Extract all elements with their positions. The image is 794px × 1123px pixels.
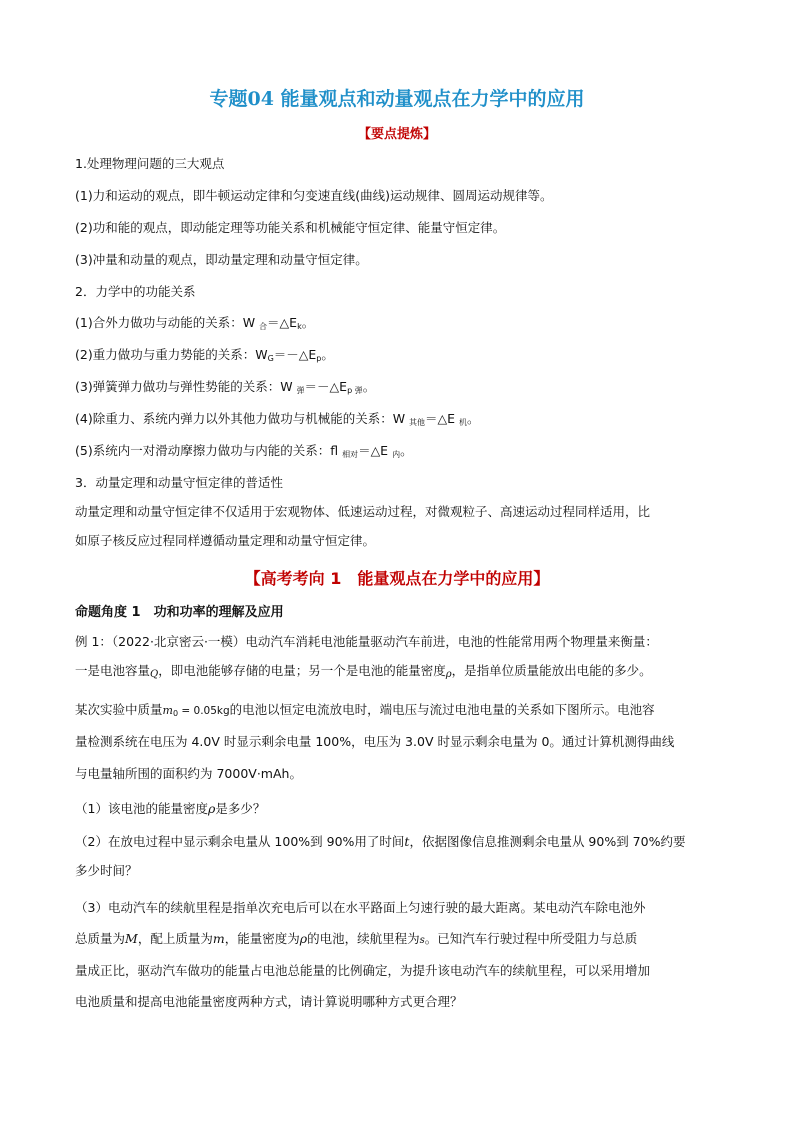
text-span: 。 <box>400 443 413 458</box>
subscript: 其他 <box>409 418 426 427</box>
text-span: (3)弹簧弹力做功与弹性势能的关系：W <box>75 379 297 394</box>
question-3-line-4: 电池质量和提高电池能量密度两种方式，请计算说明哪种方式更合理？ <box>75 994 463 1009</box>
text-span: ＝－△E <box>304 379 348 394</box>
point-1-item-b: (2)功和能的观点，即动能定理等功能关系和机械能守恒定律、能量守恒定律。 <box>75 220 506 235</box>
point-1-title: 1.处理物理问题的三大观点 <box>75 156 225 171</box>
symbol-m: m <box>212 931 225 946</box>
point-2-item-c <box>75 379 375 399</box>
question-1 <box>75 801 265 817</box>
subscript: p <box>316 354 322 363</box>
text-span: （2）在放电过程中显示剩余电量从 100%到 90%用了时间 <box>75 834 405 849</box>
mass-value: = 0.05kg <box>178 705 230 717</box>
text-span: ＝△E <box>358 443 393 458</box>
exam-direction-heading: 【高考考向 1 能量观点在力学中的应用】 <box>244 569 550 588</box>
subscript: k <box>297 322 302 331</box>
point-2-item-a <box>75 315 314 335</box>
subscript: p 弹 <box>347 386 363 395</box>
text-span: ，依据图像信息推测剩余电量从 90%到 70%约要 <box>409 834 686 849</box>
question-2-line-1 <box>75 834 685 850</box>
text-span: 。 <box>321 347 334 362</box>
point-2-item-d <box>75 411 480 431</box>
text-span: （1）该电池的能量密度 <box>75 801 208 816</box>
example-line-1: 例 1：（2022·北京密云·一模）电动汽车消耗电池能量驱动汽车前进，电池的性能常用两个物理量来衡量： <box>75 634 658 649</box>
question-3-line-1: （3）电动汽车的续航里程是指单次充电后可以在水平路面上匀速行驶的最大距离。某电动汽车除电池外 <box>75 900 646 915</box>
text-span: (5)系统内一对滑动摩擦力做功与内能的关系：fl <box>75 443 343 458</box>
example-line-4: 量检测系统在电压为 4.0V 时显示剩余电量 100%，电压为 3.0V 时显示剩余电量为 0。通过计算机测得曲线 <box>75 734 675 749</box>
symbol-rho: ρ <box>299 931 308 946</box>
example-line-2 <box>75 663 652 683</box>
question-3-line-3: 量成正比，驱动汽车做功的能量占电池总能量的比例确定，为提升该电动汽车的续航里程，可以采用增加 <box>75 963 651 978</box>
symbol-rho: ρ <box>207 801 216 816</box>
text-span: 的电池，续航里程为 <box>307 931 420 946</box>
point-2-item-b <box>75 347 334 367</box>
symbol-s: s <box>419 935 425 946</box>
text-span: ，是指单位质量能放出电能的多少。 <box>451 663 652 678</box>
point-1-item-a: (1)力和运动的观点，即牛顿运动定律和匀变速直线(曲线)运动规律、圆周运动规律等。 <box>75 188 553 203</box>
subscript: 弹 <box>296 386 305 395</box>
text-span: ＝－△E <box>273 347 317 362</box>
text-span: ，配上质量为 <box>137 931 213 946</box>
text-span: 。 <box>301 315 315 330</box>
text-span: 。 <box>362 379 376 394</box>
point-3-title: 3．动量定理和动量守恒定律的普适性 <box>75 475 283 490</box>
text-span: (2)重力做功与重力势能的关系：W <box>75 347 268 362</box>
subscript: 0 <box>172 709 179 718</box>
text-span: 某次实验中质量 <box>75 702 163 717</box>
text-span: 一是电池容量 <box>75 663 151 678</box>
text-span: ，能量密度为 <box>224 931 300 946</box>
point-2-item-e <box>75 443 413 463</box>
subscript: 机 <box>459 418 468 427</box>
document-title: 专题04 能量观点和动量观点在力学中的应用 <box>209 88 585 110</box>
example-line-5: 与电量轴所围的面积约为 7000V·mAh。 <box>75 766 302 781</box>
point-2-title: 2．力学中的功能关系 <box>75 284 196 299</box>
section-label-key-points: 【要点提炼】 <box>357 127 436 142</box>
question-3-line-2 <box>75 931 637 949</box>
symbol-q: Q <box>150 669 159 680</box>
text-span: 。已知汽车行驶过程中所受阻力与总质 <box>424 931 638 946</box>
point-1-item-c: (3)冲量和动量的观点，即动量定理和动量守恒定律。 <box>75 252 368 267</box>
text-span: 是多少？ <box>215 801 266 816</box>
text-span: (4)除重力、系统内弹力以外其他力做功与机械能的关系：W <box>75 411 410 426</box>
text-span: 的电池以恒定电流放电时，端电压与流过电池电量的关系如下图所示。电池容 <box>229 702 655 717</box>
subscript: G <box>267 354 274 363</box>
point-3-line-1: 动量定理和动量守恒定律不仅适用于宏观物体、低速运动过程，对微观粒子、高速运动过程同样适用，比 <box>75 504 651 519</box>
symbol-t: t <box>404 834 410 849</box>
subscript: 合 <box>259 322 268 331</box>
example-line-3 <box>75 702 655 722</box>
text-span: 。 <box>467 411 480 426</box>
text-span: ＝△E <box>267 315 298 330</box>
text-span: ＝△E <box>425 411 460 426</box>
point-3-line-2: 如原子核反应过程同样遵循动量定理和动量守恒定律。 <box>75 533 376 548</box>
subscript: 相对 <box>342 450 359 459</box>
symbol-m: m <box>162 704 173 717</box>
subscript: 内 <box>392 450 401 459</box>
text-span: 总质量为 <box>75 931 126 946</box>
question-angle-title: 命题角度 1 功和功率的理解及应用 <box>75 605 284 620</box>
question-2-line-2: 多少时间？ <box>75 863 138 878</box>
symbol-rho: ρ <box>445 669 452 680</box>
text-span: ，即电池能够存储的电量；另一个是电池的能量密度 <box>158 663 446 678</box>
symbol-M: M <box>125 931 138 946</box>
text-span: (1)合外力做功与动能的关系：W <box>75 315 260 330</box>
